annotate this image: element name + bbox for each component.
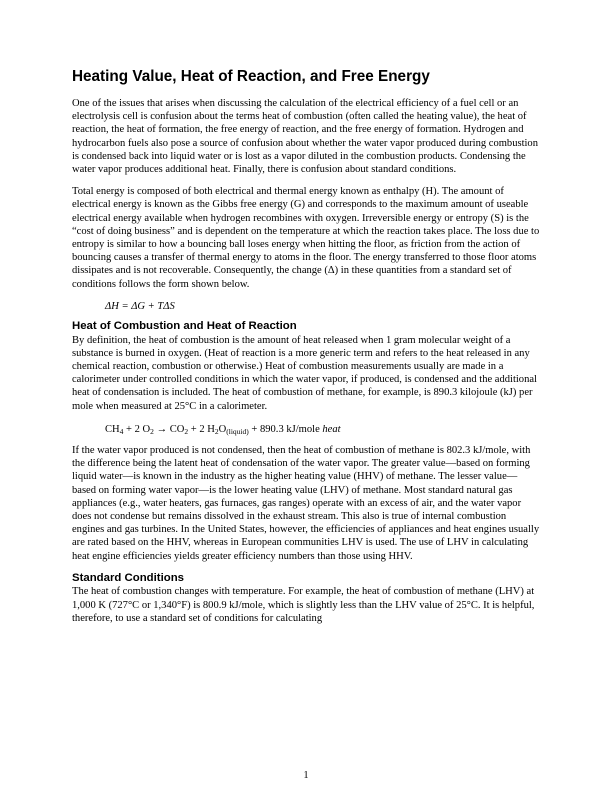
eq-liquid-sub: (liquid) xyxy=(226,426,249,436)
enthalpy-equation: ΔH = ΔG + TΔS xyxy=(105,300,175,312)
standard-paragraph-1: The heat of combustion changes with temperature. For example, the heat of combustion of methane (LHV) at 1,000 K (727°C or 1,340°F) is 800.9 kJ/mole, which is slightly less than the LHV value of 25°C. It is helpful, therefore, to use a standard set of conditions for calculating xyxy=(72,586,535,624)
intro-paragraph-1: One of the issues that arises when discussing the calculation of the electrical efficiency of a fuel cell or an electrolysis cell is confusion about the terms heat of combustion (often called the heating value), the heat of reaction, the heat of formation, the free energy of reaction, and the free energy of formation. Hydrogen and hydrocarbon fuels also pose a source of confusion about whether the water vapor produced during combustion is condensed back into liquid water or is lost as a vapor diluted in the combustion products. Condensing the water vapor produces additional heat. Finally, there is confusion about standard conditions. xyxy=(72,98,538,176)
intro-paragraph-2: Total energy is composed of both electrical and thermal energy known as enthalpy (H). The amount of electrical energy is known as the Gibbs free energy (G) and corresponds to the maximum amount of useable electrical energy available when hydrogen recombines with oxygen. Irreversible energy or entropy (S) is the “cost of doing business” and is dependent on the temperature at which the reaction takes place. The loss due to entropy is similar to how a bouncing ball loses energy when hitting the floor, as friction from the action of bouncing causes a transfer of thermal energy to atoms in the floor. The energy transferred to those floor atoms dissipates and is not recoverable. Consequently, the change (Δ) in these quantities from a standard set of conditions follows the form shown below. xyxy=(72,186,540,290)
eq-co-sub: 2 xyxy=(184,426,189,436)
combustion-paragraph-1: By definition, the heat of combustion is the amount of heat released when 1 gram molecular weight of a substance is burned in oxygen. (Heat of reaction is a more generic term and refers to the heat released in any chemical reaction, combustion or otherwise.) Heat of combustion measurements usually are made in a calorimeter under controlled conditions in which the water vapor, if produced, is condensed and the additional heat of condensation is included. The heat of combustion of methane, for example, is 890.3 kilojoule (kJ) per mole when measured at 25°C in a calorimeter. xyxy=(72,334,537,412)
combustion-paragraph-2: If the water vapor produced is not condensed, then the heat of combustion of methane is 802.3 kJ/mole, with the difference being the latent heat of condensation of the water vapor. The greater value—based on forming liquid water—is known in the industry as the higher heating value (HHV) of methane. The lesser value—based on forming water vapor—is the lower heating value (LHV) of methane. Most standard natural gas appliances (e.g., water heaters, gas furnaces, gas ranges) operate with an excess of air, and the water vapor does not condense but remains dissolved in the exhaust stream. This also is true of internal combustion engines and gas turbines. In the United States, however, the efficiencies of appliances and heat engines usually are rated based on the HHV, whereas in European communities LHV is used. The use of LHV in calculating heat engine efficiencies yields greater efficiency numbers than those using HHV. xyxy=(72,444,540,562)
methane-combustion-equation xyxy=(105,423,540,436)
page-number: 1 xyxy=(303,770,309,781)
eq-plus-h: + 2 H xyxy=(188,423,215,435)
eq-o: O xyxy=(218,423,227,435)
document-page xyxy=(72,68,540,625)
eq-h-sub: 2 xyxy=(214,426,219,436)
eq-heat: heat xyxy=(322,423,341,435)
eq-ch-sub: 4 xyxy=(119,426,124,436)
eq-plus-o: + 2 O xyxy=(123,423,151,435)
section-heading-standard-conditions: Standard Conditions xyxy=(72,571,185,584)
page-title: Heating Value, Heat of Reaction, and Free Energy xyxy=(72,68,430,85)
section-heading-combustion: Heat of Combustion and Heat of Reaction xyxy=(72,320,297,333)
eq-o-sub: 2 xyxy=(150,426,154,436)
eq-arrow-co: → CO xyxy=(153,423,185,435)
eq-energy: + 890.3 kJ/mole xyxy=(248,423,323,435)
eq-ch: CH xyxy=(105,423,120,435)
